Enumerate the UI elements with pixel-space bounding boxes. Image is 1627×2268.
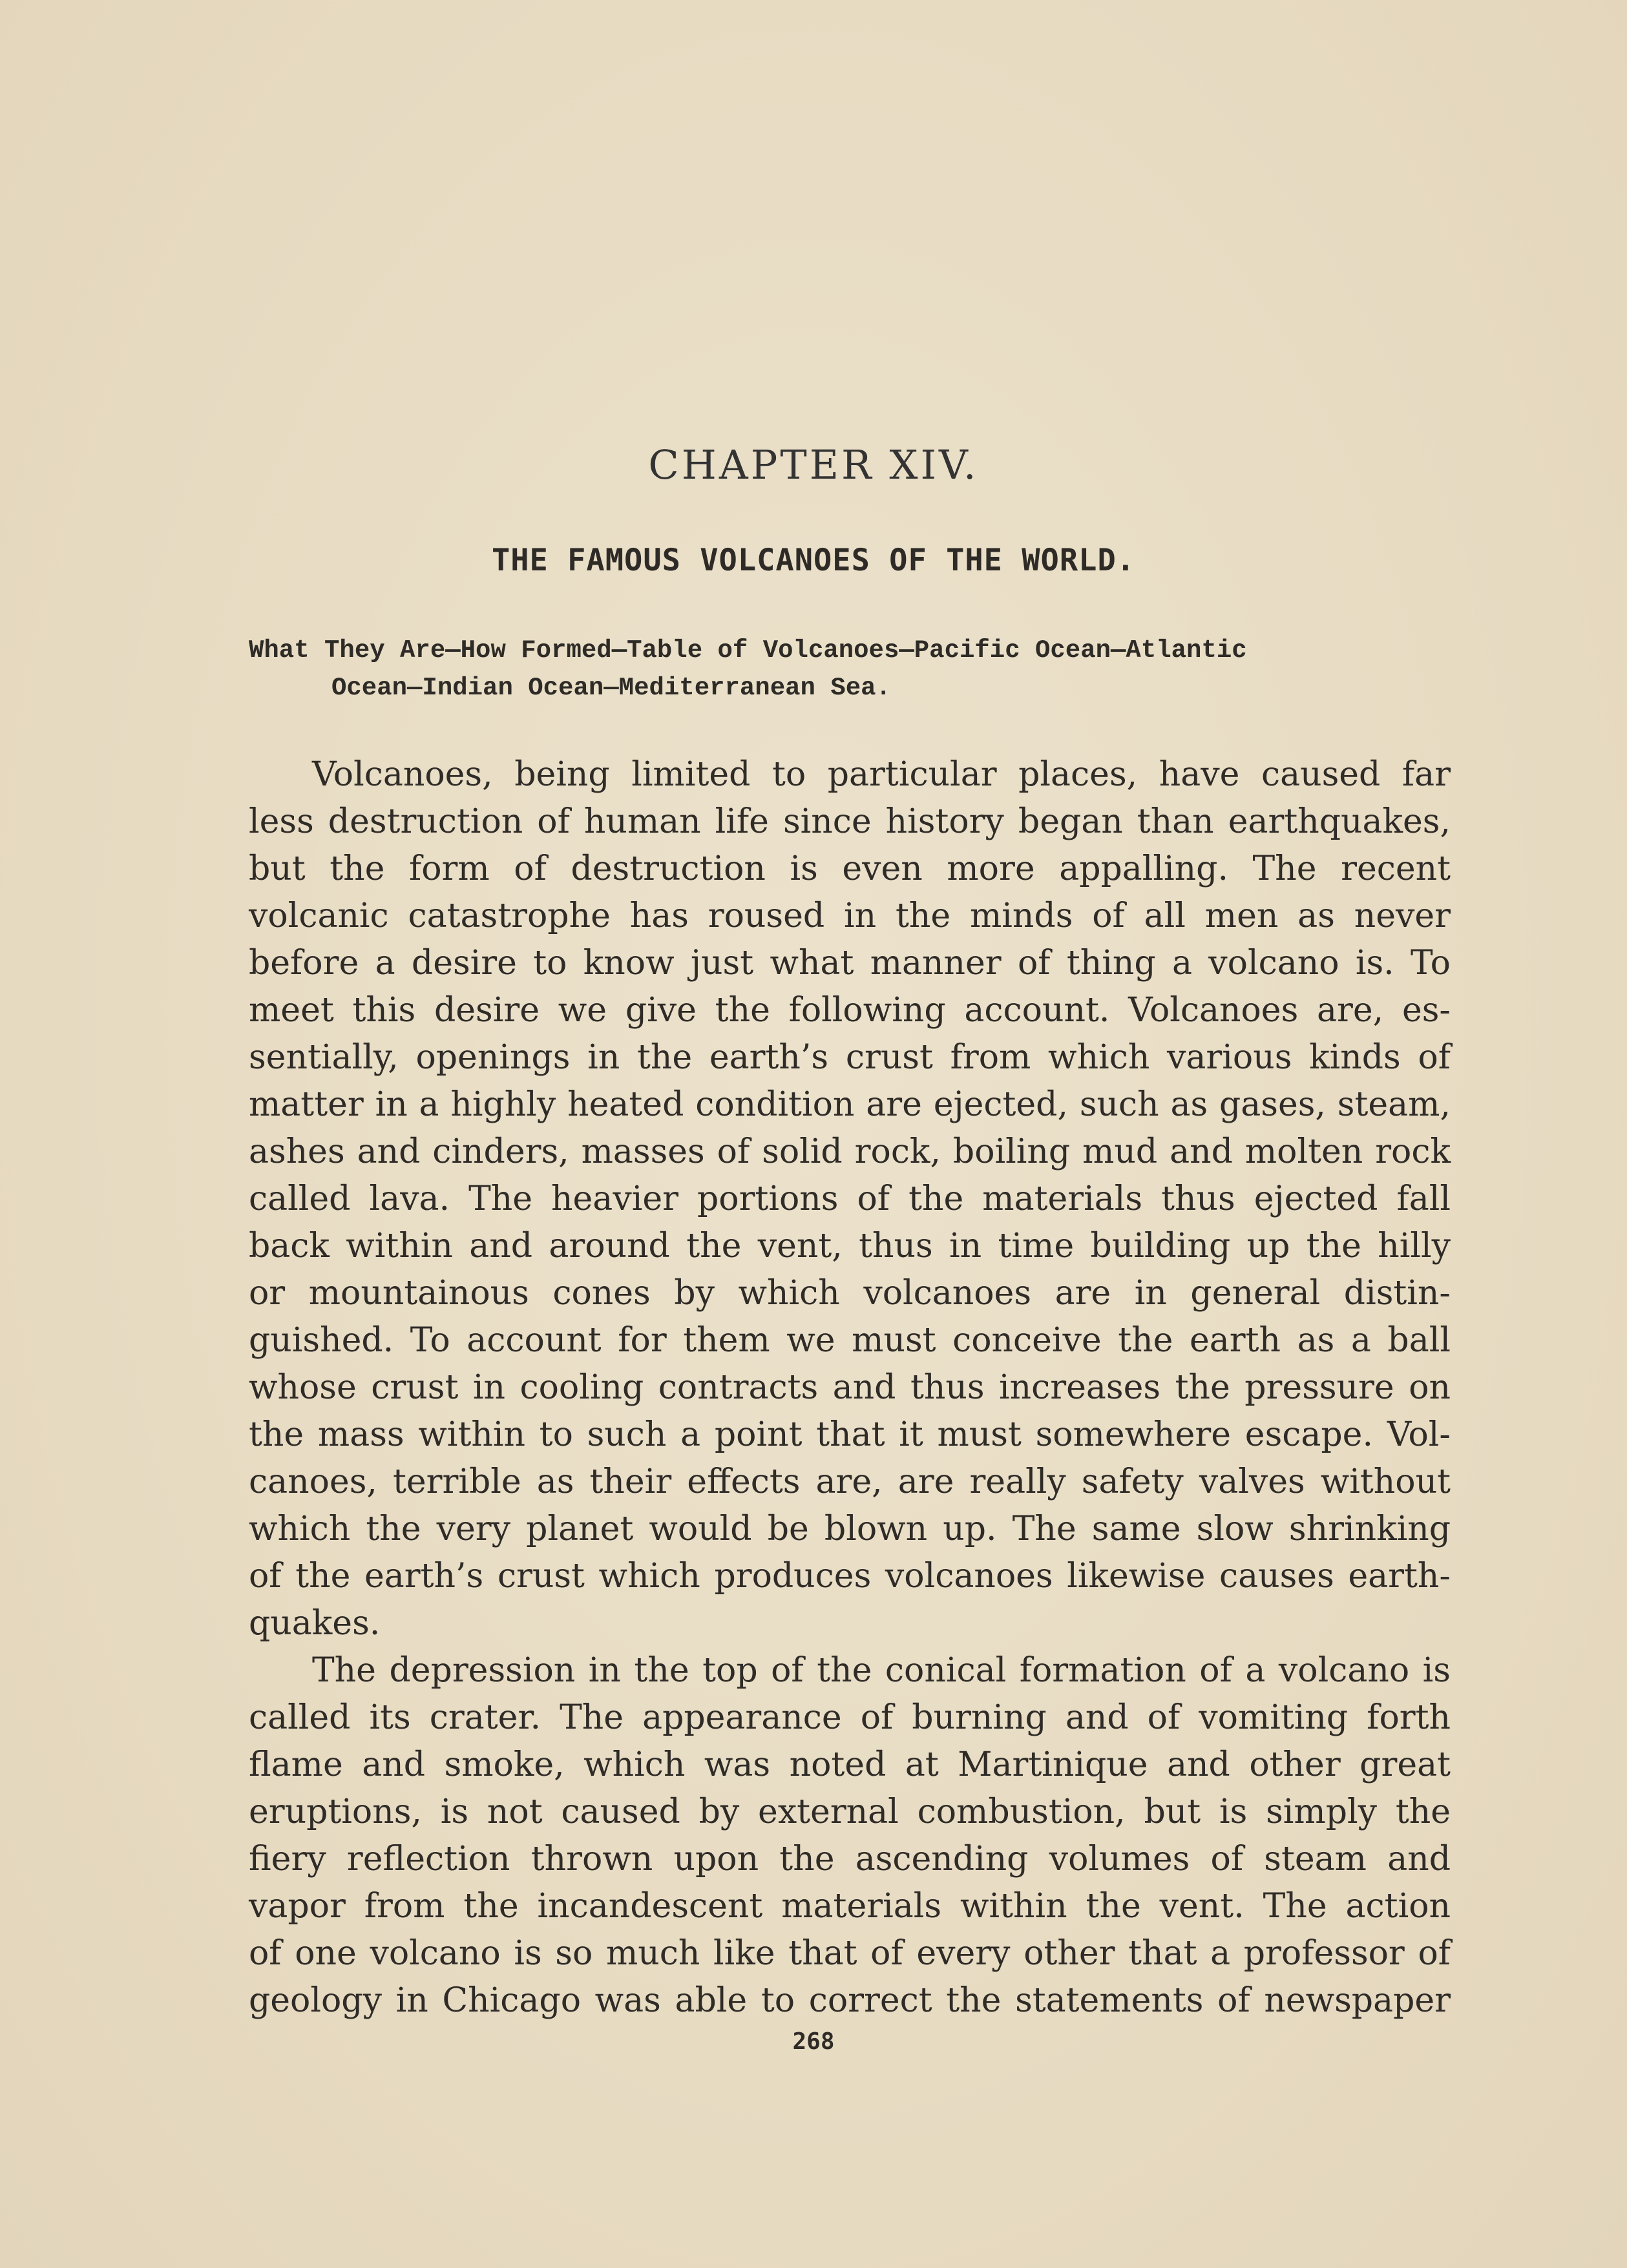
text-line: back within and around the vent, thus in time building up the hilly [249, 1227, 1451, 1265]
synopsis-line: Ocean—Indian Ocean—Mediterranean Sea. [331, 674, 891, 702]
text-line: the mass within to such a point that it must somewhere escape. Vol- [249, 1415, 1451, 1454]
page-number: 268 [792, 2028, 835, 2055]
text-line: before a desire to know just what manner of thing a volcano is. To [249, 944, 1451, 983]
text-line: flame and smoke, which was noted at Martinique and other great [249, 1745, 1451, 1784]
paragraph [249, 751, 1451, 1647]
text-line: Volcanoes, being limited to particular places, have caused far [312, 755, 1451, 794]
text-line: fiery reflection thrown upon the ascending volumes of steam and [249, 1840, 1451, 1878]
text-line: geology in Chicago was able to correct the statements of newspaper [249, 1981, 1451, 2020]
text-line: called its crater. The appearance of burning and of vomiting forth [249, 1698, 1451, 1737]
text-line: meet this desire we give the following account. Volcanoes are, es- [249, 991, 1451, 1030]
text-line: called lava. The heavier portions of the materials thus ejected fall [249, 1180, 1451, 1218]
text-line: quakes. [249, 1604, 381, 1643]
chapter-title: CHAPTER XIV. [648, 441, 979, 488]
text-line: of the earth’s crust which produces volcanoes likewise causes earth- [249, 1557, 1451, 1596]
text-line: guished. To account for them we must conceive the earth as a ball [249, 1321, 1451, 1360]
chapter-synopsis [249, 632, 1451, 707]
text-line: matter in a highly heated condition are ejected, such as gases, steam, [249, 1085, 1451, 1124]
text-line: whose crust in cooling contracts and thus increases the pressure on [249, 1368, 1451, 1407]
text-line: which the very planet would be blown up. The same slow shrinking [249, 1510, 1451, 1548]
body-text [249, 751, 1451, 2024]
text-line: less destruction of human life since history began than earthquakes, [249, 802, 1451, 841]
paragraph [249, 1647, 1451, 2024]
text-line: ashes and cinders, masses of solid rock, boiling mud and molten rock [249, 1132, 1451, 1171]
text-line: or mountainous cones by which volcanoes are in general distin- [249, 1274, 1451, 1313]
text-line: canoes, terrible as their effects are, are really safety valves without [249, 1462, 1451, 1501]
text-line: The depression in the top of the conical formation of a volcano is [312, 1651, 1451, 1690]
text-line: but the form of destruction is even more appalling. The recent [249, 849, 1451, 888]
synopsis-line: What They Are—How Formed—Table of Volcanoes—Pacific Ocean—Atlantic [249, 636, 1247, 665]
chapter-subtitle: THE FAMOUS VOLCANOES OF THE WORLD. [491, 543, 1136, 578]
text-line: vapor from the incandescent materials within the vent. The action [249, 1887, 1451, 1926]
text-line: of one volcano is so much like that of every other that a professor of [249, 1934, 1451, 1973]
text-line: sentially, openings in the earth’s crust from which various kinds of [249, 1038, 1451, 1077]
text-line: volcanic catastrophe has roused in the minds of all men as never [249, 897, 1451, 935]
text-line: eruptions, is not caused by external combustion, but is simply the [249, 1793, 1451, 1831]
